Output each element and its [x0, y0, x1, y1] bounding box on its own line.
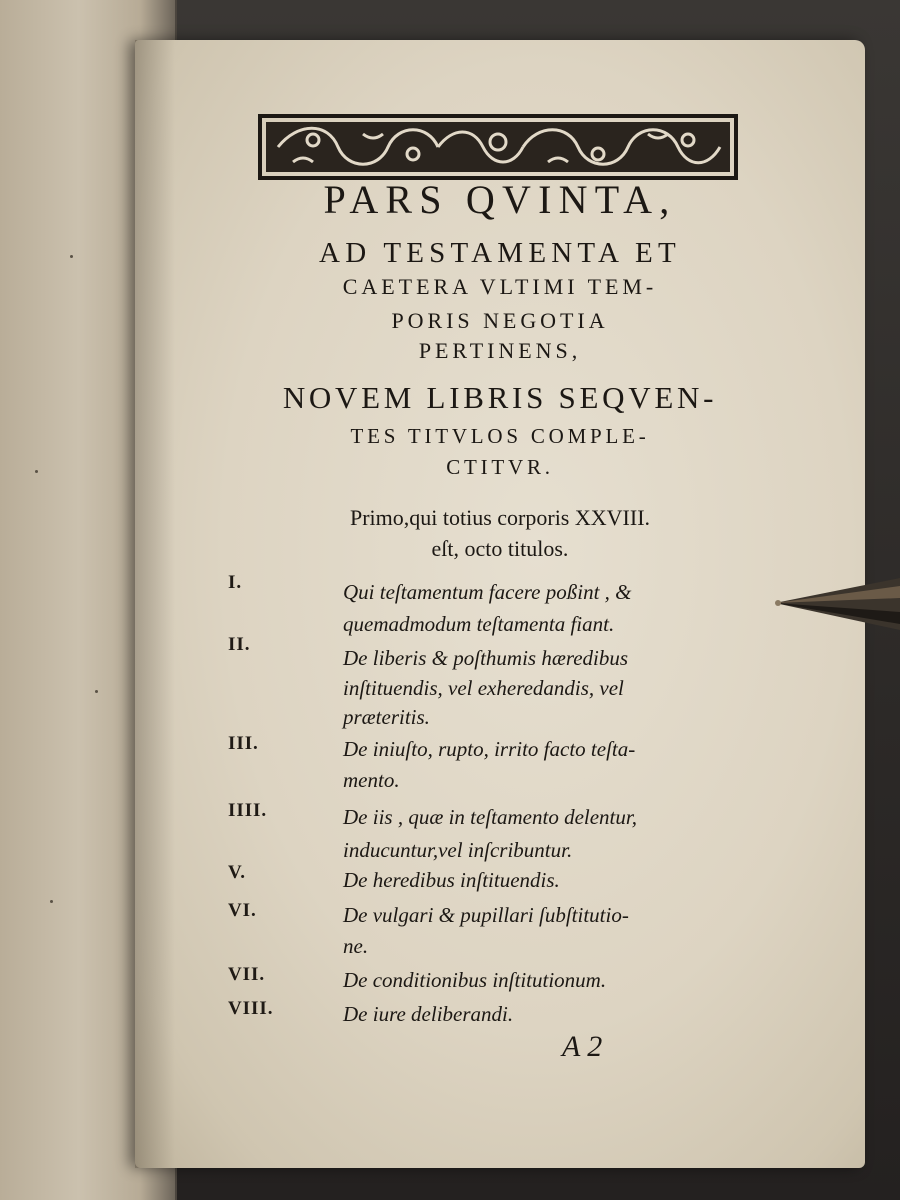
- title-numeral: VI.: [228, 900, 257, 921]
- subheading-line-3: CTITVR.: [446, 455, 554, 479]
- title-text: De heredibus inſtituendis.: [343, 868, 560, 892]
- title-text: De iniuſto, rupto, irrito facto teſta-: [343, 737, 636, 761]
- title-numeral: VII.: [228, 964, 266, 985]
- title-text: De iure deliberandi.: [343, 1002, 514, 1026]
- subheading-line-1: NOVEM LIBRIS SEQVEN-: [282, 380, 718, 415]
- speck: [70, 255, 73, 258]
- page-title-line-3: CAETERA VLTIMI TEM-: [342, 274, 658, 299]
- page-title-line-4: PORIS NEGOTIA: [391, 308, 609, 333]
- title-numeral: VIII.: [228, 998, 274, 1019]
- title-text: De conditionibus inſtitutionum.: [343, 968, 607, 992]
- title-text: De iis , quæ in teſtamento delentur,: [343, 805, 637, 829]
- title-text: præteritis.: [343, 705, 430, 729]
- speck: [35, 470, 38, 473]
- title-text: ne.: [343, 934, 369, 958]
- intro-line-1: Primo,qui totius corporis XXVIII.: [349, 505, 651, 530]
- page-title-line-5: PERTINENS,: [418, 338, 582, 363]
- title-text: quemadmodum teſtamenta fiant.: [343, 612, 615, 636]
- speck: [50, 900, 53, 903]
- title-numeral: IIII.: [228, 800, 268, 821]
- title-text: De vulgari & pupillari ſubſtitutio-: [343, 903, 629, 927]
- page-gutter-shadow: [135, 40, 175, 1168]
- title-text: Qui teſtamentum facere poßint , &: [343, 580, 632, 604]
- floral-headpiece-icon: [258, 112, 738, 186]
- title-numeral: V.: [228, 862, 246, 883]
- page-title-line-1: PARS QVINTA,: [323, 177, 677, 222]
- signature-mark: A 2: [562, 1030, 603, 1063]
- title-text: De liberis & poſthumis hæredibus: [343, 646, 629, 670]
- page-title-line-2: AD TESTAMENTA ET: [319, 237, 681, 269]
- title-text: inſtituendis, vel exheredandis, vel: [343, 676, 624, 700]
- intro-line-2: eſt, octo titulos.: [431, 536, 569, 561]
- subheading-line-2: TES TITVLOS COMPLE-: [350, 424, 650, 448]
- title-text: inducuntur,vel inſcribuntur.: [343, 838, 573, 862]
- title-text: mento.: [343, 768, 400, 792]
- title-numeral: III.: [228, 733, 259, 754]
- speck: [95, 690, 98, 693]
- pointer-tool-icon: [770, 568, 900, 638]
- title-numeral: II.: [228, 634, 251, 655]
- title-numeral: I.: [228, 572, 243, 593]
